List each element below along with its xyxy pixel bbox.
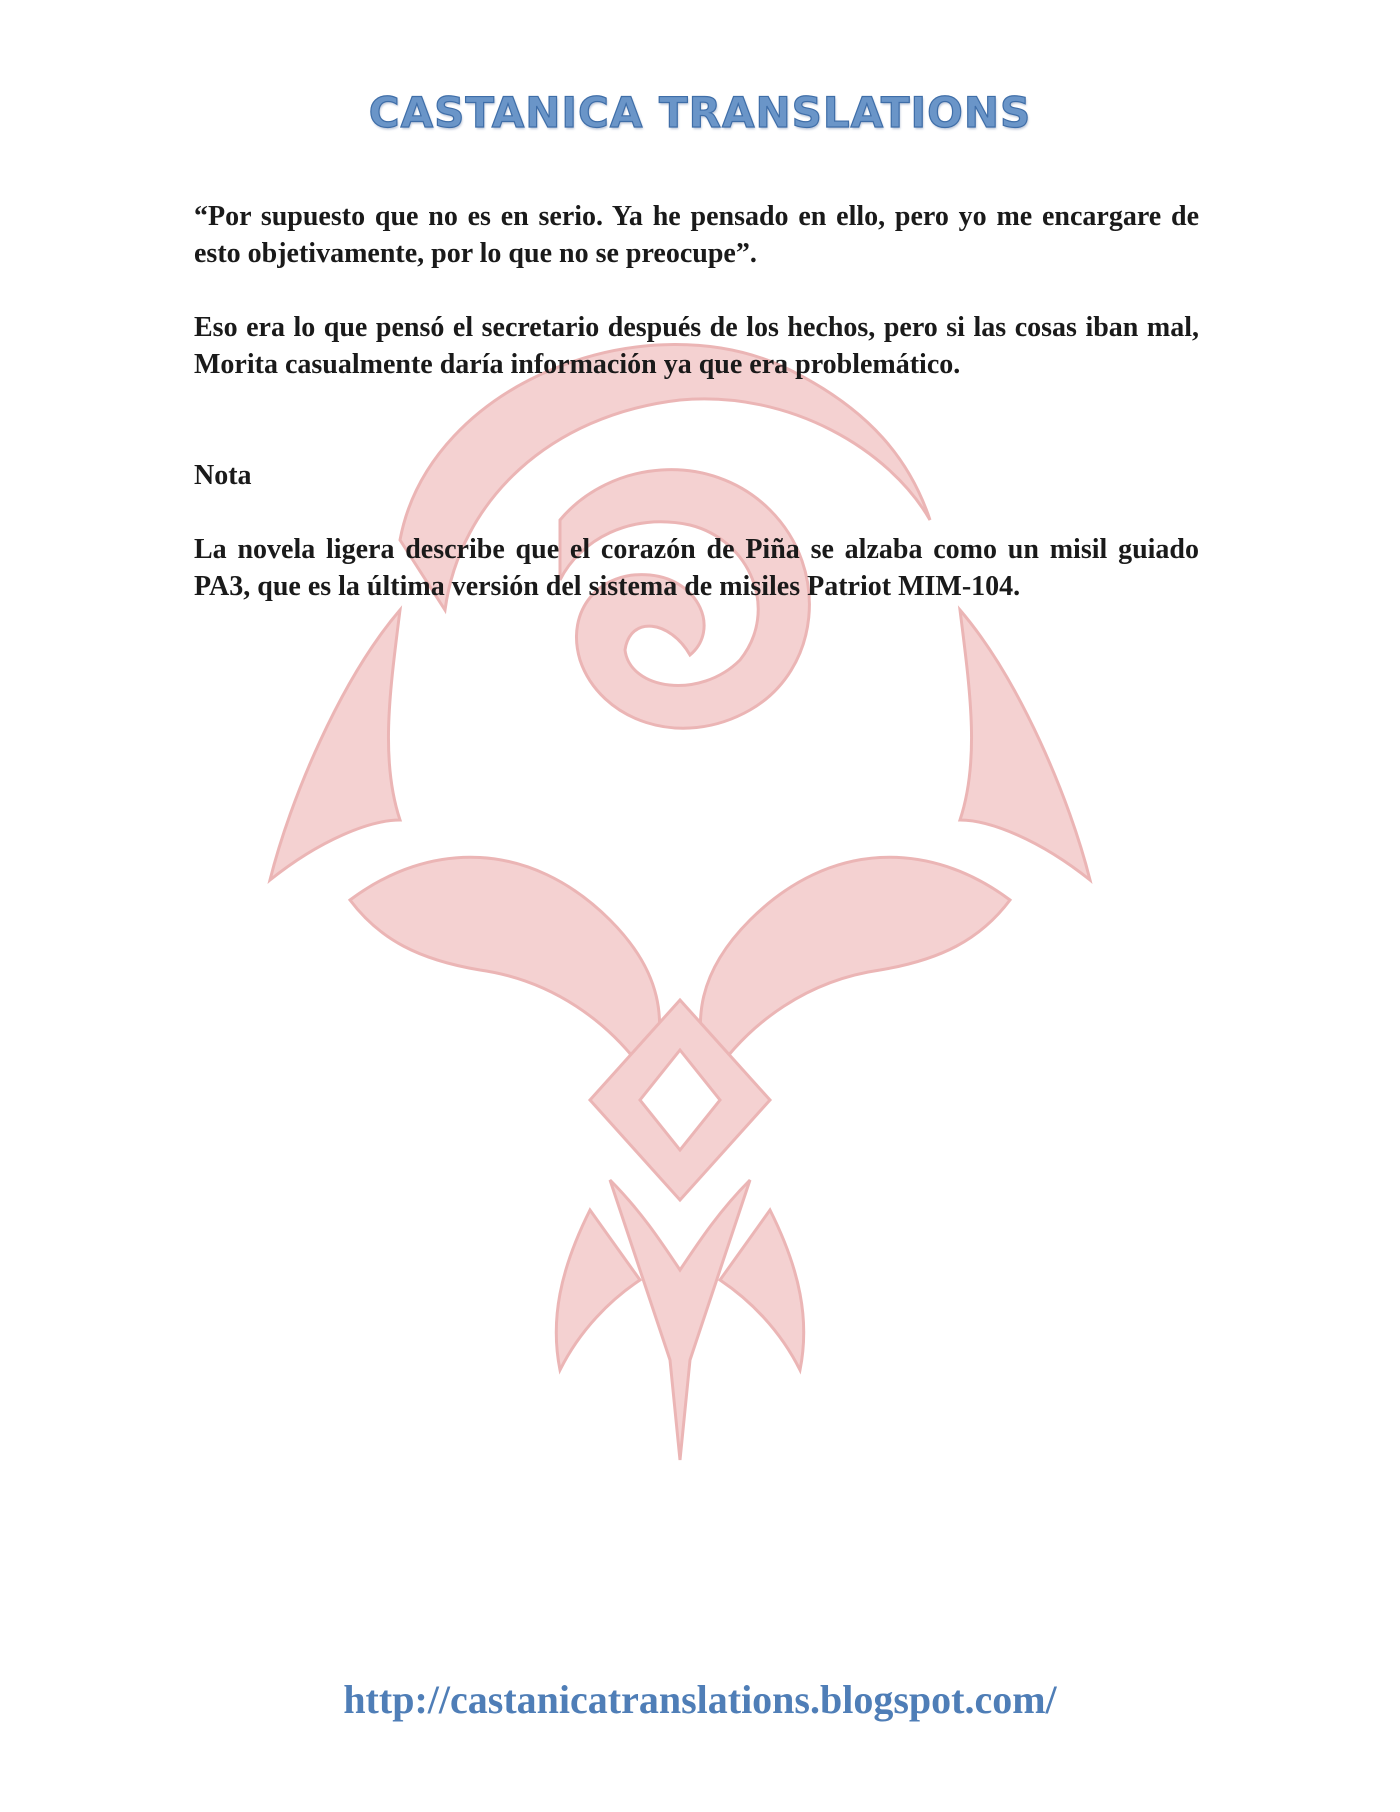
note-heading: Nota [194,460,252,491]
footer-website-link[interactable]: http://castanicatranslations.blogspot.com/ [343,1677,1057,1722]
paragraph: “Por supuesto que no es en serio. Ya he pensado en ello, pero yo me encargare de esto objetivamente, por lo que no se preocupe”. [194,201,1199,269]
paragraph: Eso era lo que pensó el secretario después de los hechos, pero si las cosas iban mal, Morita casualmente daría información ya que era problemático. [194,312,1199,380]
page-header-title: CASTANICA TRANSLATIONS [368,88,1032,137]
note-paragraph: La novela ligera describe que el corazón de Piña se alzaba como un misil guiado PA3, que es la última versión del sistema de misiles Patriot MIM-104. [194,534,1199,602]
document-body [194,198,1199,642]
